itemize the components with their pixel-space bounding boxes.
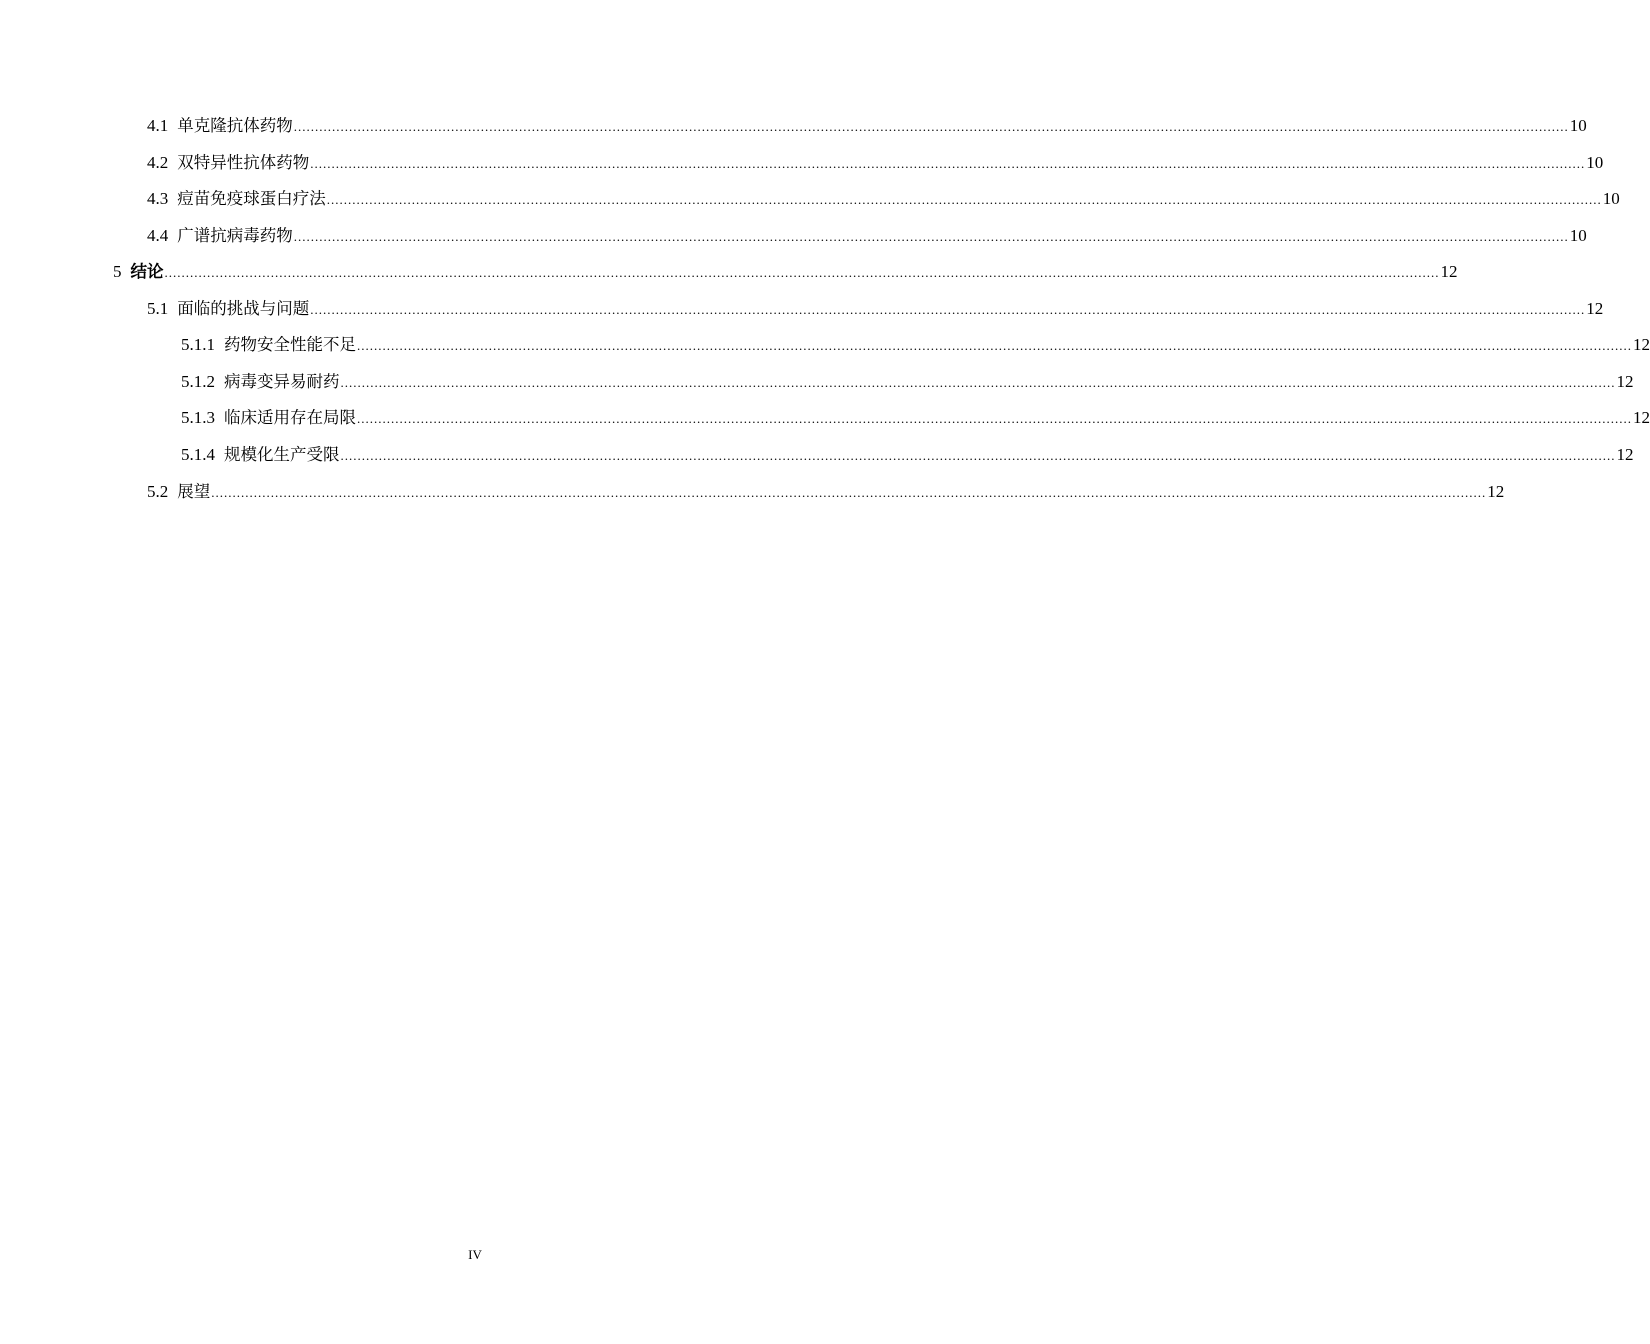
toc-entry[interactable] (147, 223, 1587, 249)
toc-entry-number: 4.2 (147, 153, 169, 172)
toc-entry-title: 广谱抗病毒药物 (177, 226, 293, 245)
toc-entry-number: 4.4 (147, 226, 169, 245)
toc-entry[interactable] (147, 296, 1604, 322)
toc-entry-title: 双特异性抗体药物 (177, 153, 310, 172)
dot-leader: ............................................................................................................................................................................................................................................................................................................ (293, 119, 1569, 134)
toc-entry-number: 5.1.1 (181, 335, 215, 354)
toc-entry-page: 12 (1616, 372, 1634, 391)
toc-entry[interactable] (181, 332, 1650, 358)
toc-entry[interactable] (147, 113, 1587, 139)
dot-leader: ............................................................................................................................................................................................................................................................................................................ (310, 302, 1586, 317)
toc-entry-title: 规模化生产受限 (224, 445, 340, 464)
toc-entry-number: 5.1.3 (181, 408, 215, 427)
toc-entry-page: 10 (1569, 226, 1587, 245)
toc-entry-title: 面临的挑战与问题 (177, 299, 310, 318)
toc-entry-number: 4.3 (147, 189, 169, 208)
toc-entry-title: 展望 (177, 482, 211, 501)
dot-leader: ............................................................................................................................................................................................................................................................................................................ (340, 448, 1616, 463)
toc-entry[interactable] (181, 369, 1634, 395)
dot-leader: ............................................................................................................................................................................................................................................................................................................ (310, 156, 1586, 171)
toc-entry-title: 痘苗免疫球蛋白疗法 (177, 189, 326, 208)
toc-entry-page: 10 (1602, 189, 1620, 208)
toc-entry-page: 12 (1440, 262, 1458, 281)
dot-leader: ............................................................................................................................................................................................................................................................................................................ (293, 229, 1569, 244)
toc-entry-page: 12 (1487, 482, 1505, 501)
toc-entry-page: 12 (1633, 335, 1650, 354)
toc-entry-page: 12 (1586, 299, 1604, 318)
toc-entry-number: 5.1.2 (181, 372, 215, 391)
toc-entry-number: 4.1 (147, 116, 169, 135)
toc-entry-number: 5.1.4 (181, 445, 215, 464)
toc-entry[interactable] (147, 150, 1604, 176)
dot-leader: ............................................................................................................................................................................................................................................................................................................ (357, 411, 1632, 426)
toc-entry-page: 12 (1616, 445, 1634, 464)
toc-entry-title: 单克隆抗体药物 (177, 116, 293, 135)
toc-entry-number: 5.1 (147, 299, 169, 318)
toc-entry-title: 药物安全性能不足 (224, 335, 356, 354)
dot-leader: ............................................................................................................................................................................................................................................................................................................ (164, 265, 1440, 280)
toc-entry-number: 5 (113, 262, 122, 281)
dot-leader: ............................................................................................................................................................................................................................................................................................................ (357, 338, 1632, 353)
toc-entry-page: 10 (1586, 153, 1604, 172)
toc-entry-title: 临床适用存在局限 (224, 408, 356, 427)
toc-entry-page: 12 (1633, 408, 1650, 427)
toc-entry-title: 病毒变异易耐药 (224, 372, 340, 391)
toc-entry[interactable] (147, 479, 1505, 505)
toc-entry-title: 结论 (130, 262, 164, 281)
toc-entry-number: 5.2 (147, 482, 169, 501)
toc-entry[interactable] (181, 442, 1634, 468)
toc-entry[interactable] (181, 405, 1650, 431)
toc-entry[interactable] (147, 186, 1620, 212)
toc-entry[interactable] (113, 259, 1458, 285)
dot-leader: ............................................................................................................................................................................................................................................................................................................ (340, 375, 1616, 390)
page-number: IV (468, 1247, 482, 1262)
dot-leader: ............................................................................................................................................................................................................................................................................................................ (326, 192, 1602, 207)
dot-leader: ............................................................................................................................................................................................................................................................................................................ (211, 485, 1487, 500)
toc-entry-page: 10 (1569, 116, 1587, 135)
